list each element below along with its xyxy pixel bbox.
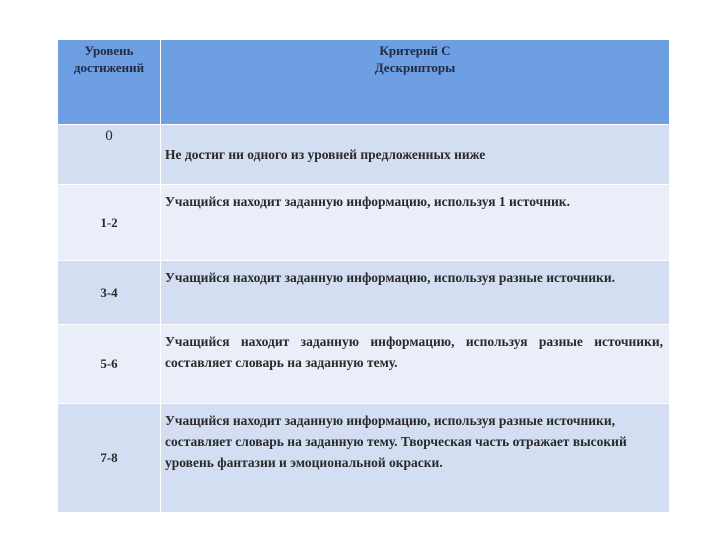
descriptor-cell: Не достиг ни одного из уровней предложенных ниже — [161, 125, 670, 185]
level-cell: 3-4 — [58, 261, 161, 325]
header-col2-line2: Дескрипторы — [374, 60, 456, 75]
descriptor-cell: Учащийся находит заданную информацию, используя разные источники, составляет словарь на заданную тему. — [161, 325, 670, 404]
table-row — [58, 325, 670, 404]
header-col1-line1: Уровень — [84, 43, 134, 58]
descriptor-cell: Учащийся находит заданную информацию, используя разные источники, составляет словарь на заданную тему. Творческая часть отражает высокий уровень фантазии и эмоциональной окраски. — [161, 404, 670, 513]
header-col2-line1: Критерий С — [379, 43, 451, 58]
header-col1-line2: достижений — [73, 60, 145, 75]
level-cell: 5-6 — [58, 325, 161, 404]
header-criterion-descriptors — [161, 40, 670, 125]
assessment-rubric-table — [57, 39, 670, 513]
table-row — [58, 125, 670, 185]
level-cell: 7-8 — [58, 404, 161, 513]
descriptor-cell: Учащийся находит заданную информацию, используя разные источники. — [161, 261, 670, 325]
table-row — [58, 404, 670, 513]
table-row — [58, 185, 670, 261]
header-achievement-level — [58, 40, 161, 125]
table-header-row — [58, 40, 670, 125]
level-cell: 1-2 — [58, 185, 161, 261]
descriptor-cell: Учащийся находит заданную информацию, используя 1 источник. — [161, 185, 670, 261]
level-cell: 0 — [58, 125, 161, 185]
table-row — [58, 261, 670, 325]
